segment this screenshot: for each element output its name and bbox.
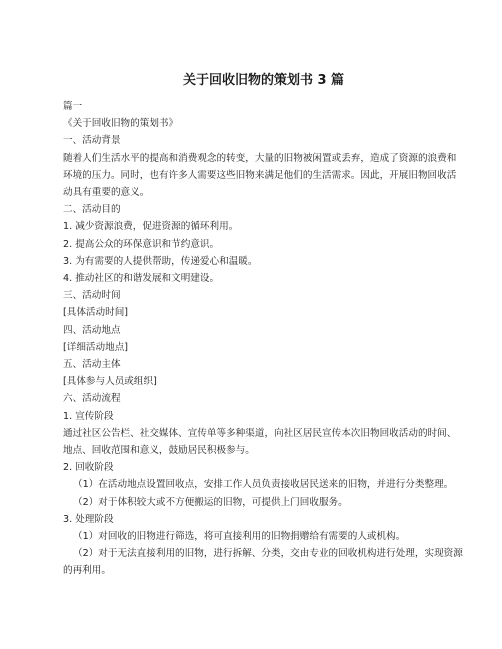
purpose-item: 2. 提高公众的环保意识和节约意识。 — [63, 238, 220, 250]
paragraph-publicity: 通过社区公告栏、社交媒体、宣传单等多种渠道，向社区居民宣传本次旧物回收活动的时间、地点、回收范围和意义，鼓励居民积极参与。 — [63, 427, 457, 457]
heading-background: 一、活动背景 — [63, 135, 121, 147]
process-step-heading: 2. 回收阶段 — [63, 462, 114, 474]
processing-item: （1）对回收的旧物进行筛选，将可直接利用的旧物捐赠给有需要的人或机构。 — [73, 531, 406, 543]
placeholder-participants: [具体参与人员或组织] — [63, 376, 157, 388]
purpose-item: 1. 减少资源浪费，促进资源的循环利用。 — [63, 221, 239, 233]
purpose-item: 3. 为有需要的人提供帮助，传递爱心和温暖。 — [63, 255, 258, 267]
heading-process: 六、活动流程 — [63, 393, 121, 405]
purpose-item: 4. 推动社区的和谐发展和文明建设。 — [63, 273, 220, 285]
heading-location: 四、活动地点 — [63, 324, 121, 336]
doc-subtitle: 《关于回收旧物的策划书》 — [63, 118, 179, 130]
paragraph-background: 随着人们生活水平的提高和消费观念的转变，大量的旧物被闲置或丢弃，造成了资源的浪费和环境的压力。同时，也有许多人需要这些旧物来满足他们的生活需求。因此，开展旧物回收活动具有重要的意义。 — [63, 152, 457, 199]
collection-item: （1）在活动地点设置回收点，安排工作人员负责接收居民送来的旧物，并进行分类整理。 — [73, 479, 454, 491]
processing-item: （2）对于无法直接利用的旧物，进行拆解、分类，交由专业的回收机构进行处理，实现资源的再利用。 — [63, 548, 463, 577]
process-step-heading: 3. 处理阶段 — [63, 513, 114, 525]
heading-participants: 五、活动主体 — [63, 359, 121, 371]
document-title: 关于回收旧物的策划书 3 篇 — [182, 73, 345, 88]
collection-item: （2）对于体积较大或不方便搬运的旧物，可提供上门回收服务。 — [73, 496, 348, 508]
heading-time: 三、活动时间 — [63, 290, 121, 302]
placeholder-location: [详细活动地点] — [63, 341, 129, 353]
heading-purpose: 二、活动目的 — [63, 204, 121, 216]
placeholder-time: [具体活动时间] — [63, 307, 129, 319]
process-step-heading: 1. 宣传阶段 — [63, 410, 114, 422]
document-body — [63, 98, 464, 580]
section-label: 篇一 — [63, 101, 83, 112]
